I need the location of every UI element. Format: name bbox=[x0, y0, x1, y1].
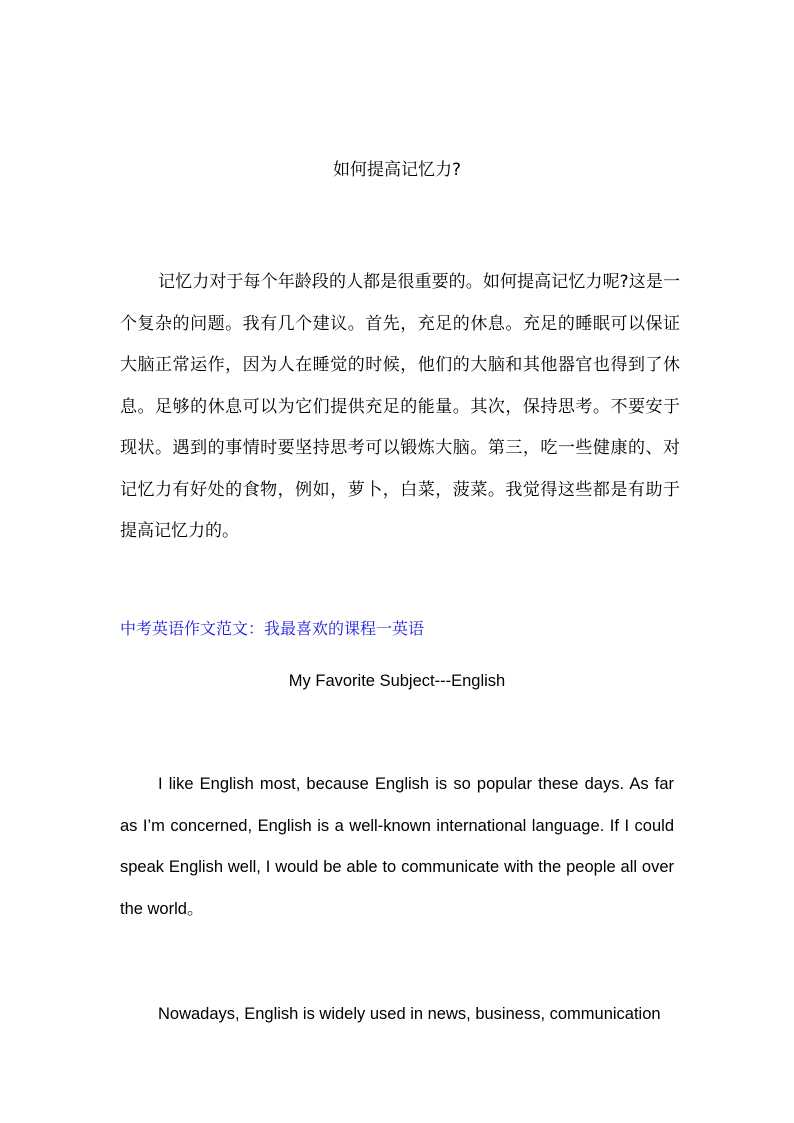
chinese-essay-paragraph: 记忆力对于每个年龄段的人都是很重要的。如何提高记忆力呢?这是一个复杂的问题。我有几个建议。首先，充足的休息。充足的睡眠可以保证大脑正常运作，因为人在睡觉的时候，他们的大脑和其他器官也得到了休息。足够的休息可以为它们提供充足的能量。其次，保持思考。不要安于现状。遇到的事情时要坚持思考可以锻炼大脑。第三，吃一些健康的、对记忆力有好处的食物，例如，萝卜，白菜，菠菜。我觉得这些都是有助于提高记忆力的。 bbox=[120, 272, 680, 541]
chinese-essay-title: 如何提高记忆力? bbox=[332, 160, 462, 180]
english-essay-section-link[interactable]: 中考英语作文范文：我最喜欢的课程一英语 bbox=[120, 619, 425, 638]
english-essay-paragraph-2: Nowadays, English is widely used in news, business, communication bbox=[158, 1005, 661, 1023]
english-essay-title: My Favorite Subject---English bbox=[288, 672, 506, 690]
english-essay-paragraph-1: I like English most, because English is so popular these days. As far as I’m concerned, English is a well-known international language. If I could speak English well, I would be able to communicate with the people all over the world。 bbox=[120, 775, 674, 918]
